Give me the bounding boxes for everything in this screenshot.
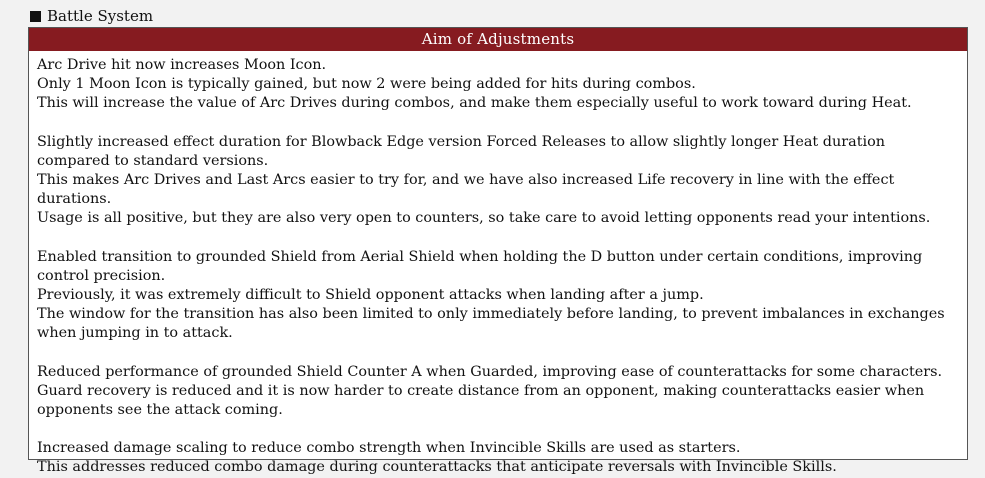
- text-line: Guard recovery is reduced and it is now harder to create distance from an opponent, making counterattacks easier when opponents see the attack coming.: [37, 382, 925, 419]
- paragraph-shield-counter: [37, 363, 959, 421]
- paragraph-arc-drive: [37, 56, 959, 114]
- paragraph-aerial-shield: [37, 248, 959, 344]
- text-line: This will increase the value of Arc Drives during combos, and make them especially useful to work toward during Heat.: [37, 95, 912, 112]
- text-line: This addresses reduced combo damage during counterattacks that anticipate reversals with Invincible Skills.: [37, 459, 837, 476]
- adjustments-panel: [28, 27, 968, 476]
- paragraph-damage-scaling: [37, 439, 959, 477]
- text-line: Arc Drive hit now increases Moon Icon.: [37, 57, 327, 73]
- panel-header: Aim of Adjustments: [29, 28, 967, 51]
- text-line: This makes Arc Drives and Last Arcs easier to try for, and we have also increased Life recovery in line with the effect durations.: [37, 172, 895, 208]
- text-line: Enabled transition to grounded Shield from Aerial Shield when holding the D button under certain conditions, improving control precision.: [37, 248, 923, 284]
- text-line: Slightly increased effect duration for Blowback Edge version Forced Releases to allow slightly longer Heat duration compared to standard versions.: [37, 133, 886, 169]
- paragraph-blowback-edge: [37, 133, 959, 229]
- section-title: Battle System: [47, 6, 154, 25]
- text-line: The window for the transition has also been limited to only immediately before landing, to prevent imbalances in exchanges when jumping in to attack.: [37, 306, 945, 342]
- section-heading: [30, 6, 153, 26]
- text-line: Usage is all positive, but they are also very open to counters, so take care to avoid letting opponents read your intentions.: [37, 210, 931, 227]
- text-line: Only 1 Moon Icon is typically gained, but now 2 were being added for hits during combos.: [37, 76, 696, 93]
- panel-body: [29, 51, 967, 478]
- text-line: Previously, it was extremely difficult to Shield opponent attacks when landing after a jump.: [37, 287, 704, 304]
- text-line: Increased damage scaling to reduce combo strength when Invincible Skills are used as starters.: [37, 440, 741, 457]
- square-bullet-icon: [30, 11, 41, 22]
- text-line: Reduced performance of grounded Shield Counter A when Guarded, improving ease of counterattacks for some characters.: [37, 363, 943, 380]
